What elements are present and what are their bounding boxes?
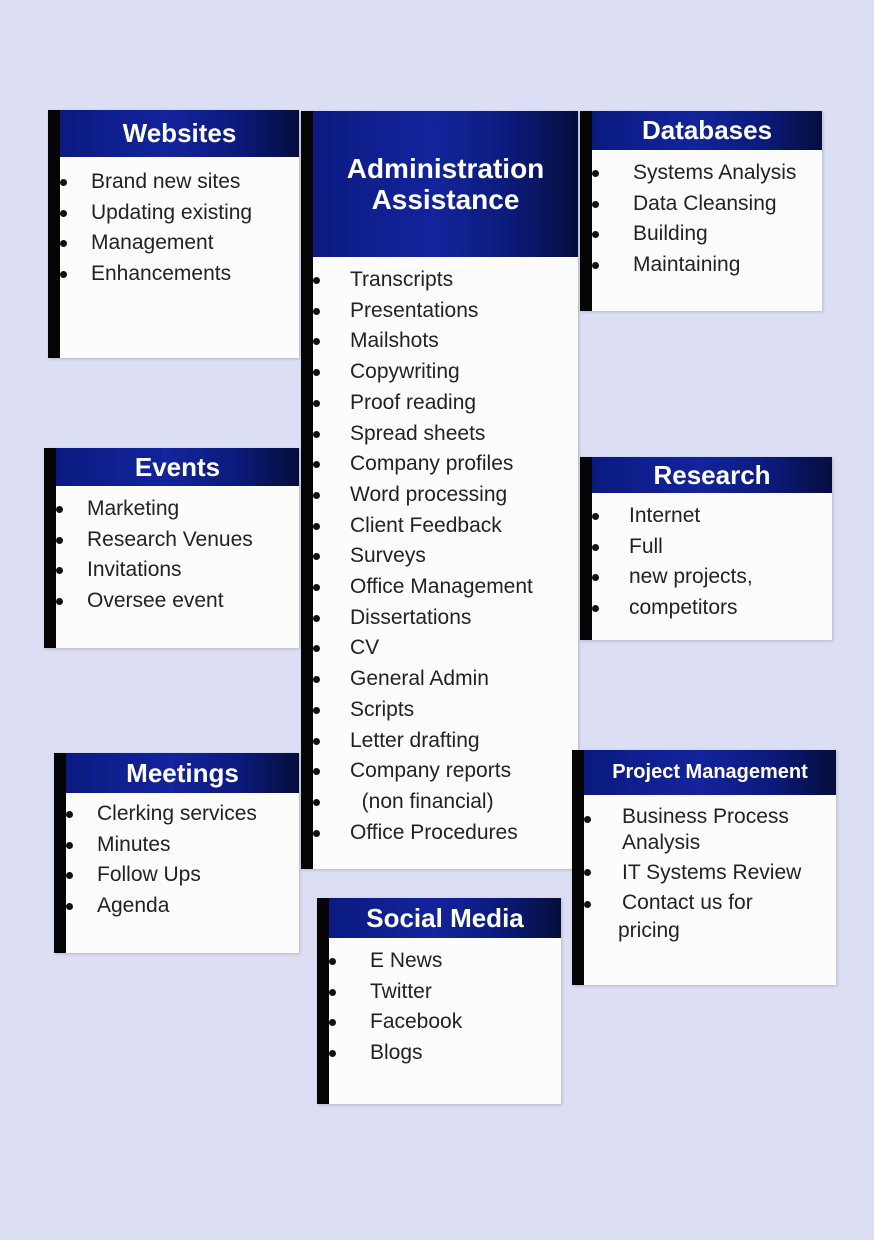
list-item: Clerking services xyxy=(66,799,299,830)
list-item: Office Management xyxy=(313,572,578,603)
research-title: Research xyxy=(592,457,832,493)
list-item: General Admin xyxy=(313,664,578,695)
databases-list xyxy=(592,158,822,281)
list-item: Maintaining xyxy=(592,250,822,281)
list-item: Research Venues xyxy=(56,525,299,556)
admin-title-line2: Assistance xyxy=(371,184,520,215)
list-item: Agenda xyxy=(66,891,299,922)
list-item: Presentations xyxy=(313,296,578,327)
project-item-line: Analysis xyxy=(622,831,701,854)
social-title: Social Media xyxy=(329,898,561,938)
list-item: Minutes xyxy=(66,830,299,861)
list-item: Facebook xyxy=(329,1007,561,1038)
list-item: competitors xyxy=(592,593,832,624)
list-item: Data Cleansing xyxy=(592,189,822,220)
social-media-card xyxy=(317,898,561,1104)
list-item: E News xyxy=(329,946,561,977)
list-item: Marketing xyxy=(56,494,299,525)
list-item: Word processing xyxy=(313,480,578,511)
list-item: Internet xyxy=(592,501,832,532)
social-accent-bar xyxy=(317,898,329,1104)
events-accent-bar xyxy=(44,448,56,648)
project-item-line: Contact us for xyxy=(622,891,753,914)
list-item: IT Systems Review xyxy=(584,857,836,888)
list-item: Copywriting xyxy=(313,357,578,388)
list-item: Follow Ups xyxy=(66,860,299,891)
databases-accent-bar xyxy=(580,111,592,311)
research-card xyxy=(580,457,832,640)
admin-title-line1: Administration xyxy=(346,153,545,184)
list-item xyxy=(584,804,836,856)
project-item-line: pricing xyxy=(618,919,680,942)
list-item: Full xyxy=(592,532,832,563)
list-item: Management xyxy=(60,228,299,259)
list-item: Transcripts xyxy=(313,265,578,296)
websites-title: Websites xyxy=(60,110,299,157)
websites-accent-bar xyxy=(48,110,60,358)
meetings-card xyxy=(54,753,299,953)
events-list xyxy=(56,494,299,617)
list-item xyxy=(584,889,836,945)
list-item: Building xyxy=(592,219,822,250)
meetings-accent-bar xyxy=(54,753,66,953)
databases-card xyxy=(580,111,822,311)
list-item: Systems Analysis xyxy=(592,158,822,189)
project-accent-bar xyxy=(572,750,584,985)
list-item: new projects, xyxy=(592,562,832,593)
list-item: (non financial) xyxy=(313,787,578,818)
list-item: Invitations xyxy=(56,555,299,586)
events-card xyxy=(44,448,299,648)
list-item: Proof reading xyxy=(313,388,578,419)
list-item: Surveys xyxy=(313,541,578,572)
project-list xyxy=(584,804,836,945)
list-item: Client Feedback xyxy=(313,511,578,542)
project-title: Project Management xyxy=(584,750,836,795)
list-item: Updating existing xyxy=(60,198,299,229)
research-list xyxy=(592,501,832,624)
list-item: Blogs xyxy=(329,1038,561,1069)
list-item: Spread sheets xyxy=(313,419,578,450)
databases-title: Databases xyxy=(592,111,822,150)
list-item: Office Procedures xyxy=(313,818,578,849)
admin-card xyxy=(301,111,578,869)
project-management-card xyxy=(572,750,836,985)
websites-card xyxy=(48,110,299,358)
events-title: Events xyxy=(56,448,299,486)
social-list xyxy=(329,946,561,1069)
websites-list xyxy=(60,167,299,290)
list-item: Brand new sites xyxy=(60,167,299,198)
meetings-title: Meetings xyxy=(66,753,299,793)
meetings-list xyxy=(66,799,299,922)
research-accent-bar xyxy=(580,457,592,640)
list-item: Twitter xyxy=(329,977,561,1008)
admin-list xyxy=(313,265,578,848)
list-item: Scripts xyxy=(313,695,578,726)
admin-accent-bar xyxy=(301,111,313,869)
list-item: Oversee event xyxy=(56,586,299,617)
list-item: Letter drafting xyxy=(313,726,578,757)
list-item: Company profiles xyxy=(313,449,578,480)
list-item: Dissertations xyxy=(313,603,578,634)
list-item: Company reports xyxy=(313,756,578,787)
list-item: CV xyxy=(313,633,578,664)
project-item-line: Business Process xyxy=(622,805,789,828)
list-item: Mailshots xyxy=(313,326,578,357)
list-item: Enhancements xyxy=(60,259,299,290)
admin-title xyxy=(313,111,578,257)
